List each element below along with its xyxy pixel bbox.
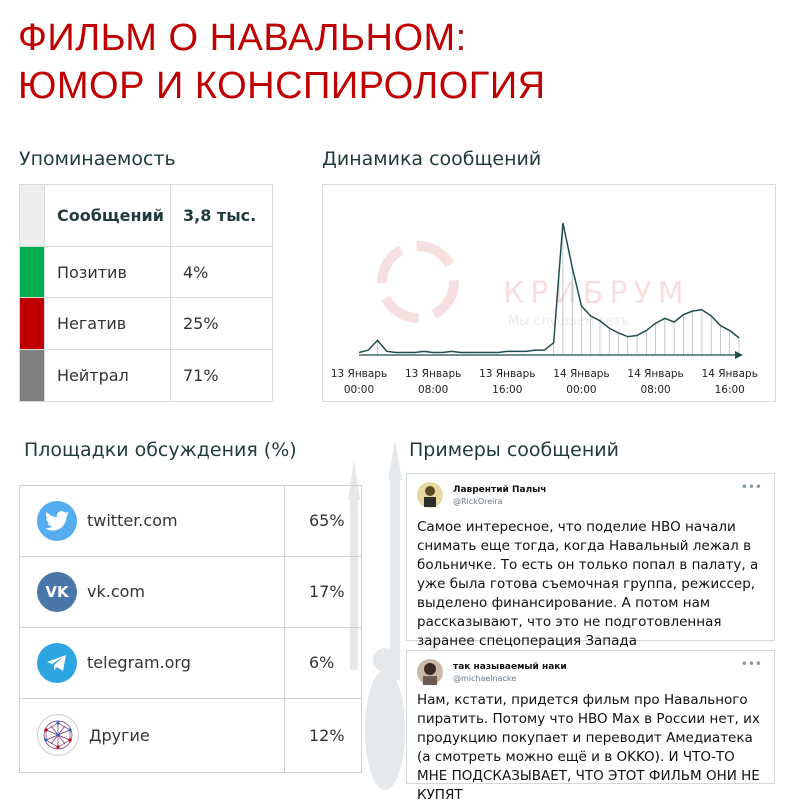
page-title (18, 14, 546, 110)
x-tick-label: 08:00 (418, 384, 449, 396)
mentions-row-positive (20, 247, 273, 298)
mentions-row-total (20, 185, 273, 247)
platform-row (20, 698, 362, 772)
telegram-icon (37, 643, 77, 683)
color-swatch (20, 185, 45, 247)
mentions-value: 71% (171, 350, 273, 402)
dynamics-heading: Динамика сообщений (322, 148, 542, 170)
tweet-text: Нам, кстати, придется фильм про Навального пиратить. Потому что HBO Max в России нет, их продукцию покупает и переводит Амедиатека (а смотреть можно ещё и в OKKO). И ЧТО-ТО МНЕ ПОДСКАЗЫВАЕТ, ЧТО ЭТОТ ФИЛЬМ ОНИ НЕ КУПЯТ (417, 692, 760, 803)
avatar (417, 659, 443, 685)
tweet-author-name: так называемый наки (453, 661, 567, 672)
tweet-author-handle: @RickOreira (453, 496, 503, 506)
dynamics-chart-svg (323, 185, 775, 401)
platform-name: Другие (89, 725, 150, 745)
tweet-author-handle: @michaelnacke (453, 673, 517, 683)
tweet-header (417, 482, 547, 508)
title-line-2: ЮМОР И КОНСПИРОЛОГИЯ (18, 65, 546, 107)
x-tick-label: 13 Январь (404, 368, 462, 380)
mentions-label: Нейтрал (45, 350, 171, 402)
platform-value: 6% (285, 627, 362, 698)
x-tick-label: 13 Январь (479, 368, 536, 380)
tweet-author-name: Лаврентий Палыч (453, 484, 547, 495)
platform-name: vk.com (87, 582, 145, 602)
x-tick-label: 14 Январь (553, 368, 610, 380)
dynamics-chart (322, 184, 776, 402)
x-tick-label: 13 Январь (330, 368, 388, 380)
x-tick-label: 08:00 (640, 384, 671, 396)
x-tick-label: 16:00 (492, 384, 523, 396)
color-swatch (20, 298, 45, 350)
mentions-label: Негатив (45, 298, 171, 350)
platform-name: twitter.com (87, 511, 178, 531)
more-options-icon[interactable]: ••• (740, 657, 762, 671)
x-tick-label: 00:00 (566, 384, 597, 396)
x-tick-label: 00:00 (343, 384, 375, 396)
x-tick-label: 14 Январь (701, 368, 758, 380)
x-tick-label: 14 Январь (627, 368, 684, 380)
network-icon (37, 714, 79, 756)
title-line-1: ФИЛЬМ О НАВАЛЬНОМ: (18, 17, 467, 59)
vk-icon: VK (37, 572, 77, 612)
platform-value: 65% (285, 486, 362, 557)
platform-row (20, 627, 362, 698)
watermark-tagline: Мы слушаем сеть (508, 314, 629, 329)
color-swatch (20, 247, 45, 298)
avatar (417, 482, 443, 508)
platform-value: 17% (285, 556, 362, 627)
twitter-icon (37, 501, 77, 541)
examples-heading: Примеры сообщений (409, 439, 619, 461)
platform-value: 12% (285, 698, 362, 772)
tweet-card[interactable] (406, 650, 775, 803)
mentions-value: 25% (171, 298, 273, 350)
platforms-table (19, 485, 362, 773)
mentions-heading: Упоминаемость (19, 148, 176, 170)
mentions-value: 4% (171, 247, 273, 298)
mentions-row-negative (20, 298, 273, 350)
tweet-text: Самое интересное, что поделие HBO начали снимать еще тогда, когда Навальный лежал в больничке. То есть он только попал в палату, а уже была готова съемочная группа, режиссер, выделено финансирование. А потом нам рассказывают, что это не подготовленная заранее спецоперация Запада (417, 519, 759, 649)
mentions-value: 3,8 тыс. (171, 185, 273, 247)
more-options-icon[interactable]: ••• (740, 480, 762, 494)
platforms-heading: Площадки обсуждения (%) (24, 439, 297, 461)
color-swatch (20, 350, 45, 402)
platform-name: telegram.org (87, 653, 191, 673)
x-tick-label: 16:00 (714, 384, 745, 396)
watermark-brand: КРИБРУМ (503, 276, 690, 311)
mentions-row-neutral (20, 350, 273, 402)
mentions-label: Сообщений (45, 185, 171, 247)
platform-row (20, 556, 362, 627)
platform-row (20, 486, 362, 557)
watermark (382, 246, 690, 329)
tweet-header (417, 659, 567, 685)
mentions-label: Позитив (45, 247, 171, 298)
tweet-card[interactable] (406, 473, 775, 649)
mentions-table (19, 184, 273, 402)
x-tick-labels (331, 368, 758, 396)
